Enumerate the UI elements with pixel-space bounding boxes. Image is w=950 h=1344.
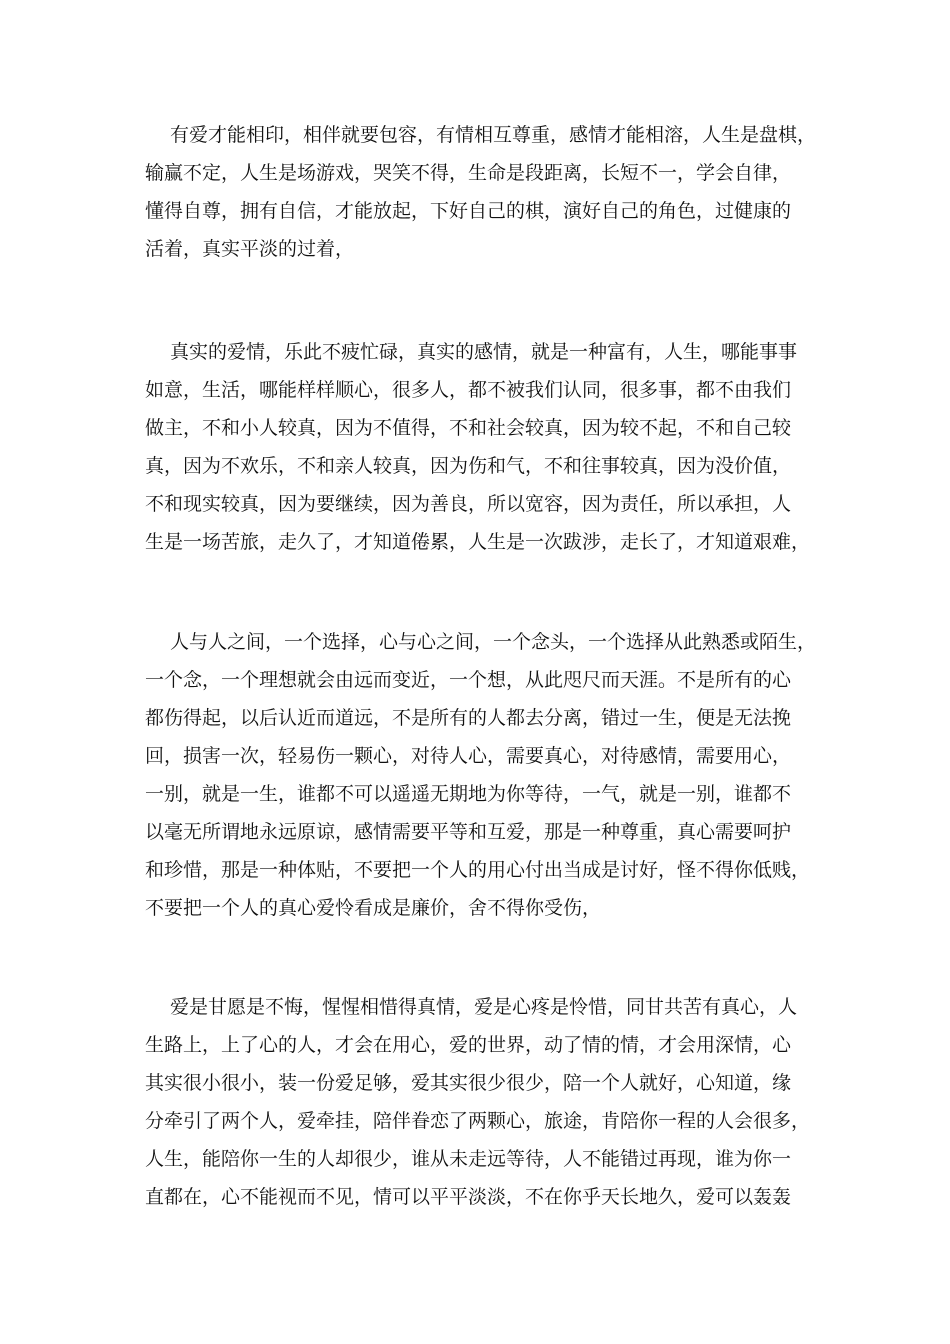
text-line: 生路上，上了心的人，才会在用心，爱的世界，动了情的情，才会用深情，心 [145,1034,792,1056]
text-line: 生是一场苦旅，走久了，才知道倦累，人生是一次跋涉，走长了，才知道艰难， [145,531,811,553]
text-line: 和珍惜，那是一种体贴，不要把一个人的用心付出当成是讨好，怪不得你低贱， [145,859,811,881]
text-line: 有爱才能相印，相伴就要包容，有情相互尊重，感情才能相溶，人生是盘棋， [170,124,817,146]
paragraph-1 [145,116,825,268]
text-line: 懂得自尊，拥有自信，才能放起，下好自己的棋，演好自己的角色，过健康的 [145,200,792,222]
text-line: 回，损害一次，轻易伤一颗心，对待人心，需要真心，对待感情，需要用心， [145,745,792,767]
text-line: 以毫无所谓地永远原谅，感情需要平等和互爱，那是一种尊重，真心需要呵护 [145,821,792,843]
text-line: 分牵引了两个人，爱牵挂，陪伴眷恋了两颗心，旅途，肯陪你一程的人会很多， [145,1110,811,1132]
text-line: 如意，生活，哪能样样顺心，很多人，都不被我们认同，很多事，都不由我们 [145,379,792,401]
text-line: 做主，不和小人较真，因为不值得，不和社会较真，因为较不起，不和自己较 [145,417,792,439]
text-line: 输赢不定，人生是场游戏，哭笑不得，生命是段距离，长短不一，学会自律， [145,162,792,184]
text-line: 爱是甘愿是不悔，惺惺相惜得真情，爱是心疼是怜惜，同甘共苦有真心，人 [170,996,798,1018]
text-line: 一个念，一个理想就会由远而变近，一个想，从此咫尺而天涯。不是所有的心 [145,669,792,691]
text-line: 一别，就是一生，谁都不可以遥遥无期地为你等待，一气，就是一别，谁都不 [145,783,792,805]
text-line: 不要把一个人的真心爱怜看成是廉价，舍不得你受伤， [145,897,602,919]
text-line: 真实的爱情，乐此不疲忙碌，真实的感情，就是一种富有，人生，哪能事事 [170,341,798,363]
paragraph-3 [145,623,825,927]
text-line: 人生，能陪你一生的人却很少，谁从未走远等待，人不能错过再现，谁为你一 [145,1148,792,1170]
paragraph-4 [145,988,825,1216]
text-line: 直都在，心不能视而不见，情可以平平淡淡，不在你乎天长地久，爱可以轰轰 [145,1186,792,1208]
text-line: 都伤得起，以后认近而道远，不是所有的人都去分离，错过一生，便是无法挽 [145,707,792,729]
text-line: 其实很小很小，装一份爱足够，爱其实很少很少，陪一个人就好，心知道，缘 [145,1072,792,1094]
text-line: 真，因为不欢乐，不和亲人较真，因为伤和气，不和往事较真，因为没价值， [145,455,792,477]
text-line: 不和现实较真，因为要继续，因为善良，所以宽容，因为责任，所以承担，人 [145,493,792,515]
text-line: 活着，真实平淡的过着， [145,238,355,260]
paragraph-2 [145,333,825,561]
text-line: 人与人之间，一个选择，心与心之间，一个念头，一个选择从此熟悉或陌生， [170,631,817,653]
